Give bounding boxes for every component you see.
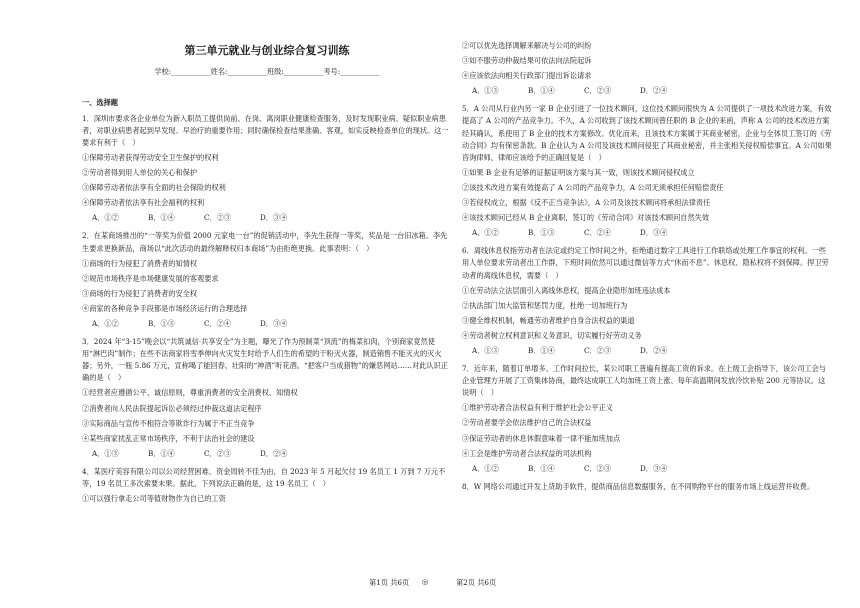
answer-choice: D．②④ <box>640 345 668 355</box>
answer-choice: B．①③ <box>528 228 555 238</box>
left-column <box>82 0 452 508</box>
question-option: ①商场的行为侵犯了消费者的知情权 <box>82 258 198 268</box>
answer-choice: A．①③ <box>472 345 499 355</box>
question-option: ④商家的各种竞争手段都是市场经济运行的合理选择 <box>82 303 248 313</box>
answer-choice: A．①③ <box>472 86 499 96</box>
question-option: ①保障劳动者获得劳动安全卫生保护的权利 <box>82 152 219 162</box>
answer-choice: C．②④ <box>584 228 612 238</box>
question-option: ④某些商家扰乱正常市场秩序，不利于法治社会的建设 <box>82 433 255 443</box>
page-number-right: 第2页 共6页 <box>456 578 497 587</box>
question-option: ④该技术顾问已经从 B 企业离职，签订的《劳动合同》对该技术顾问自然失效 <box>462 213 710 223</box>
answer-choices <box>472 345 832 357</box>
answer-choice: D．③④ <box>640 463 668 473</box>
student-info-line: 学校:___________姓名:___________班级:___________考号:___________ <box>154 67 380 77</box>
center-marker: ◎ <box>422 578 429 586</box>
question-option: ④保障劳动者依法享有社会福利的权利 <box>82 198 205 208</box>
answer-choice: D．③④ <box>260 318 288 328</box>
answer-choice: B．①④ <box>528 345 555 355</box>
question-stem: 6．离线休息权指劳动者在法定或约定工作时间之外，拒绝通过数字工具进行工作联络或处理工作事宜的权利。一些用人单位要求劳动者出工作群，下班时间依然可以通过微信等方式“休而不息”。休息权、隐私权将不到保障。捍卫劳动者的离线休息权，需要（ ） <box>462 246 829 280</box>
answer-choice: D．②④ <box>260 448 288 458</box>
question-option: ①维护劳动者合法权益有利于维护社会公平正义 <box>462 403 613 413</box>
answer-choice: D．③④ <box>260 213 288 223</box>
section-heading: 一、选择题 <box>82 97 118 107</box>
answer-choice: A．①② <box>472 463 499 473</box>
answer-choice: C．②③ <box>584 86 612 96</box>
question-stem: 7．近年来，随着订单增多、工作时间拉长，某公司职工普遍有提高工资的诉求。在上级工会指导下，该公司工会与企业管理方开展了工资集体协商，最终达成职工人均加班工资上涨、每年高温期间发放冷饮补贴 200 元等协议。这说明（ ） <box>462 364 826 398</box>
answer-choice: C．②③ <box>584 463 612 473</box>
answer-choice: D．②④ <box>640 86 668 96</box>
answer-choice: B．①③ <box>148 318 175 328</box>
question-stem: 5．A 公司从行业内另一家 B 企业引进了一位技术顾问，这位技术顾问很快为 A 公司提供了一项技术改进方案，有效提高了 A 公司的产品竞争力。不久，A 公司收到了该技术顾问曾任职的 B 企业的来函，声称 A 公司的技术改进方案经其确认，系使用了 B 企业的技术方案修改。优化而来，且该技术方案属于其商业秘密，企业与全体员工签订的《劳动合同》均有保密条款。B 企业认为 A 公司及该技术顾问侵犯了其商业秘密，并主张相关侵权赔偿事宜。A 公司如果咨询律师，律师应该给予的正确回复是（ ） <box>462 104 832 162</box>
answer-choice: B．①④ <box>148 448 175 458</box>
answer-choice: C．②③ <box>204 213 232 223</box>
question-option: ②执法部门加大监管和惩罚力度，杜绝一切加班行为 <box>462 300 628 310</box>
answer-choice: B．①④ <box>528 463 555 473</box>
answer-choice: C．②③ <box>204 448 232 458</box>
answer-choice: A．①② <box>472 228 499 238</box>
answer-choices <box>472 463 832 475</box>
question-option: ④工会是维护劳动者合法权益的司法机构 <box>462 448 592 458</box>
question-option: ①在劳动法立法层面引入离线休息权，提高企业隐形加班违法成本 <box>462 285 671 295</box>
question-option: ①如果 B 企业有足够的证据证明该方案与其一致，则该技术顾问侵权成立 <box>462 167 695 177</box>
question-option: ①经营者应遵循公平、诚信原则，尊重消费者的安全消费权、知情权 <box>82 388 298 398</box>
answer-choice: B．①④ <box>528 86 555 96</box>
question-option: ②规范市场秩序是市场健康发展的客观要求 <box>82 273 219 283</box>
answer-choice: C．②③ <box>584 345 612 355</box>
question-stem: 1．深圳市要求各企业单位为新入职员工提供岗前、在岗、离岗职业健康检查服务，及时发现职业病、疑似职业病患者，对职业病患者起到早发现、早治疗的重要作用；同时确保检查结果准确、客观，如实反映检查单位的现状。这一要求有利于（ ） <box>82 113 449 147</box>
question-option: ②劳动者得到用人单位的关心和保护 <box>82 168 198 178</box>
answer-choices <box>92 448 452 460</box>
question-option: ④劳动者树立权利意识和义务意识，切实履行好劳动义务 <box>462 330 642 340</box>
page-number-left: 第1页 共6页 <box>369 578 410 587</box>
question-stem: 2．在某商场推出的“一等奖为价值 2000 元家电一台”的促销活动中，李先生获得一等奖，奖品是一台旧冰箱。李先生要求更换新品，商场以“此次活动的最终解释权归本商场”为由拒绝更换。此事表明：（ ） <box>82 231 448 253</box>
question-stem: 4．某医疗美容有限公司以公司经营困难、资金周转不佳为由，自 2023 年 5 月起欠付 19 名员工 1 万到 7 万元不等，19 名员工多次索要未果。据此，下列说法正确的是，这 19 名员工（ ） <box>82 466 446 488</box>
answer-choices <box>472 227 832 239</box>
answer-choice: D．③④ <box>640 228 668 238</box>
question-option: ②劳动者要学会依法维护自己的合法权益 <box>462 418 592 428</box>
right-column <box>462 0 832 496</box>
question-option: ③健全维权机制，畅通劳动者维护自身合法权益的渠道 <box>462 315 635 325</box>
answer-choices <box>92 318 452 330</box>
question-option: ③若侵权成立，根据《反不正当竞争法》，A 公司及该技术顾问将承担法律责任 <box>462 198 711 208</box>
page-title: 第三单元就业与创业综合复习训练 <box>184 44 350 57</box>
question-option: ②消费者向人民法院提起诉讼必须经过仲裁这道法定程序 <box>82 403 262 413</box>
answer-choice: A．①③ <box>92 448 119 458</box>
question-option: ③保证劳动者的休息休假意味着一律不能加班加点 <box>462 433 621 443</box>
question-option: ②该技术改进方案有效提高了 A 公司的产品竞争力，A 公司无须承担任何赔偿责任 <box>462 182 724 192</box>
question-stem: 3．2024 年“3·15”晚会以“共筑诚信·共享安全”为主题，曝光了作为预制菜“顶流”的梅菜扣肉，个别商家竟然使用“淋巴肉”制作；在些不法商家将雪季伸向火灾发生时给予人们生的希望的干粉灭火器，制造销售不能灭火的灭火器；另外，一瓶 5.86 万元，宣称喝了能回春、壮阳的“神酒”听花酒。“把客户当成猎物”的嫌恶网站……对此认识正确的是（ ） <box>82 337 448 383</box>
question-option: ③保障劳动者依法享有全面的社会保险的权利 <box>82 183 226 193</box>
answer-choices <box>92 212 452 224</box>
question-option: ②可以优先选择调解来解决与公司的纠纷 <box>462 41 592 50</box>
question-option: ③商场的行为侵犯了消费者的安全权 <box>82 288 198 298</box>
answer-choice: B．①④ <box>148 213 175 223</box>
question-option: ④应该依法向相关行政部门提出诉讼请求 <box>462 71 592 81</box>
answer-choice: C．②④ <box>204 318 232 328</box>
answer-choices <box>472 85 832 97</box>
question-stem: 8．W 网络公司通过开发上货助手软件，提供商品信息数据服务，在不同购物平台的服务市场上线运营并收费。 <box>462 481 815 491</box>
question-option: ③如不服劳动仲裁结果可依法向法院起诉 <box>462 56 592 66</box>
answer-choice: A．①② <box>92 213 119 223</box>
question-option: ③实际商品与宣传不相符合等欺诈行为属于不正当竞争 <box>82 418 255 428</box>
answer-choice: A．①② <box>92 318 119 328</box>
question-option: ①可以强行拿走公司等值财物作为自己的工资 <box>82 494 226 504</box>
